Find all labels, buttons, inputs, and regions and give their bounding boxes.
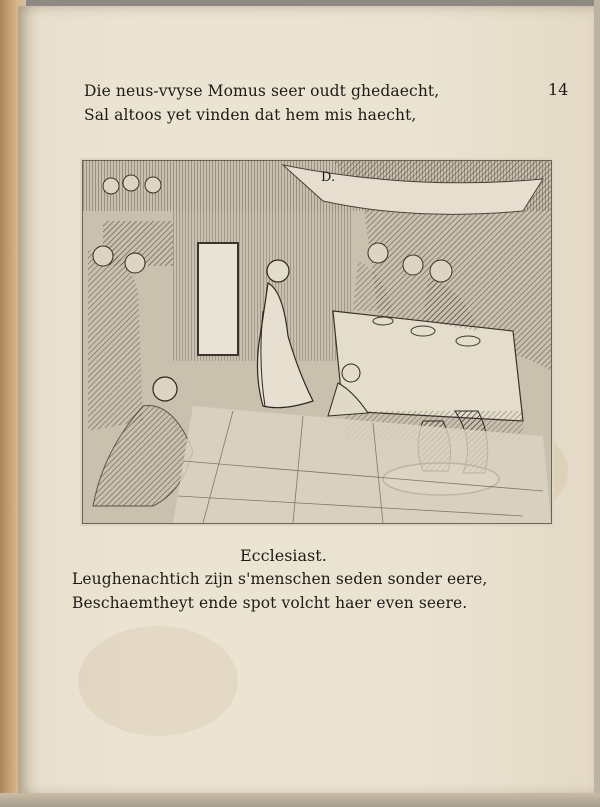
plate-letter: D.: [321, 170, 336, 185]
page-edge: [594, 0, 600, 807]
caption-title: Ecclesiast.: [240, 546, 327, 565]
page-number: 14: [548, 80, 569, 99]
engraving-plate: [82, 160, 552, 524]
verse-line-2: Sal altoos yet vinden dat hem mis haecht,: [84, 106, 417, 124]
caption-line-1: Leughenachtich zijn s'menschen seden sonder eere,: [72, 570, 488, 588]
caption-line-2: Beschaemtheyt ende spot volcht haer even seere.: [72, 594, 468, 612]
engraving-illustration: [83, 161, 551, 523]
paper-stain: [78, 626, 238, 736]
page-bottom-edge: [0, 793, 600, 807]
verse-line-1: Die neus-vvyse Momus seer oudt ghedaecht,: [84, 82, 440, 100]
